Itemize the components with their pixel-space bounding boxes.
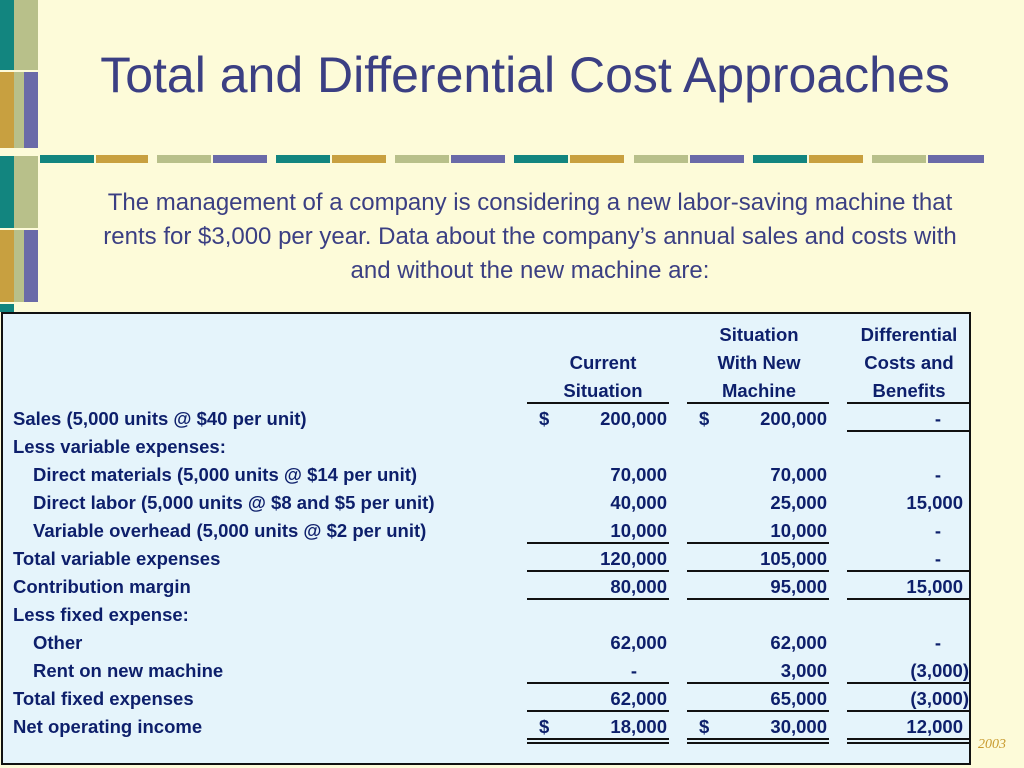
row-label-net-operating-income: Net operating income xyxy=(13,716,203,737)
currency-sign: $ xyxy=(539,716,550,737)
cell-diff: - xyxy=(934,548,941,569)
cell-new: 30,000 xyxy=(770,716,827,737)
cell-current: 62,000 xyxy=(610,632,667,653)
row-label-contribution-margin: Contribution margin xyxy=(13,576,191,597)
row-label-variable-overhead: Variable overhead (5,000 units @ $2 per unit) xyxy=(33,520,427,541)
double-underline xyxy=(687,738,829,740)
separator-bar xyxy=(40,155,984,163)
underline xyxy=(527,682,669,684)
cell-diff: (3,000) xyxy=(910,688,969,709)
header-underline-diff xyxy=(847,402,971,404)
header-diff-line2: Costs and xyxy=(864,352,954,373)
cell-diff: - xyxy=(934,464,941,485)
header-underline-new xyxy=(687,402,829,404)
row-label-total-variable: Total variable expenses xyxy=(13,548,221,569)
row-label-less-variable: Less variable expenses: xyxy=(13,436,226,457)
cell-new: 3,000 xyxy=(780,660,827,681)
cell-new: 65,000 xyxy=(770,688,827,709)
cell-current: 10,000 xyxy=(610,520,667,541)
cell-diff: 15,000 xyxy=(906,492,963,513)
underline xyxy=(847,682,971,684)
header-underline-current xyxy=(527,402,669,404)
cost-table xyxy=(1,312,971,765)
cell-current: 200,000 xyxy=(600,408,667,429)
cell-current: 40,000 xyxy=(610,492,667,513)
cell-new: 200,000 xyxy=(760,408,827,429)
page-title: Total and Differential Cost Approaches xyxy=(100,47,950,103)
intro-paragraph: The management of a company is considering a new labor-saving machine that rents for $3,000 per year. Data about the company’s annual sales and costs with and without the new machine are: xyxy=(103,189,957,284)
row-label-sales: Sales (5,000 units @ $40 per unit) xyxy=(13,408,307,429)
underline xyxy=(847,430,971,432)
cell-current: 70,000 xyxy=(610,464,667,485)
underline xyxy=(527,598,669,600)
underline xyxy=(847,570,971,572)
cell-diff: (3,000) xyxy=(910,660,969,681)
header-new-line1: Situation xyxy=(719,324,799,345)
cell-current: 62,000 xyxy=(610,688,667,709)
cell-diff: 15,000 xyxy=(906,576,963,597)
row-label-direct-materials: Direct materials (5,000 units @ $14 per unit) xyxy=(33,464,418,485)
cell-new: 25,000 xyxy=(770,492,827,513)
header-diff-line3: Benefits xyxy=(872,380,946,401)
underline xyxy=(847,710,971,712)
double-underline xyxy=(687,742,829,744)
cell-new: 95,000 xyxy=(770,576,827,597)
cell-new: 105,000 xyxy=(760,548,827,569)
underline xyxy=(527,570,669,572)
cell-diff: - xyxy=(934,632,941,653)
underline xyxy=(847,598,971,600)
double-underline xyxy=(527,738,669,740)
underline xyxy=(687,710,829,712)
underline xyxy=(527,542,669,544)
row-label-total-fixed: Total fixed expenses xyxy=(13,688,194,709)
cell-new: 10,000 xyxy=(770,520,827,541)
underline xyxy=(687,682,829,684)
row-label-direct-labor: Direct labor (5,000 units @ $8 and $5 per unit) xyxy=(33,492,435,513)
cell-current: - xyxy=(630,660,637,681)
row-label-rent: Rent on new machine xyxy=(33,660,224,681)
cell-current: 120,000 xyxy=(600,548,667,569)
header-current-line2: Situation xyxy=(563,380,643,401)
header-diff-line1: Differential xyxy=(860,324,958,345)
underline xyxy=(527,710,669,712)
double-underline xyxy=(527,742,669,744)
header-current-line1: Current xyxy=(569,352,637,373)
double-underline xyxy=(847,738,971,740)
cell-current: 80,000 xyxy=(610,576,667,597)
row-label-other: Other xyxy=(33,632,83,653)
currency-sign: $ xyxy=(539,408,550,429)
cell-new: 62,000 xyxy=(770,632,827,653)
row-label-less-fixed: Less fixed expense: xyxy=(13,604,189,625)
header-new-line3: Machine xyxy=(721,380,797,401)
header-new-line2: With New xyxy=(717,352,801,373)
cell-diff: 12,000 xyxy=(906,716,963,737)
underline xyxy=(687,598,829,600)
currency-sign: $ xyxy=(699,408,710,429)
cell-new: 70,000 xyxy=(770,464,827,485)
cell-diff: - xyxy=(934,520,941,541)
currency-sign: $ xyxy=(699,716,710,737)
underline xyxy=(687,542,829,544)
cell-diff: - xyxy=(934,408,941,429)
double-underline xyxy=(847,742,971,744)
underline xyxy=(687,570,829,572)
cell-current: 18,000 xyxy=(610,716,667,737)
copyright-year: 2003 xyxy=(978,737,1006,752)
